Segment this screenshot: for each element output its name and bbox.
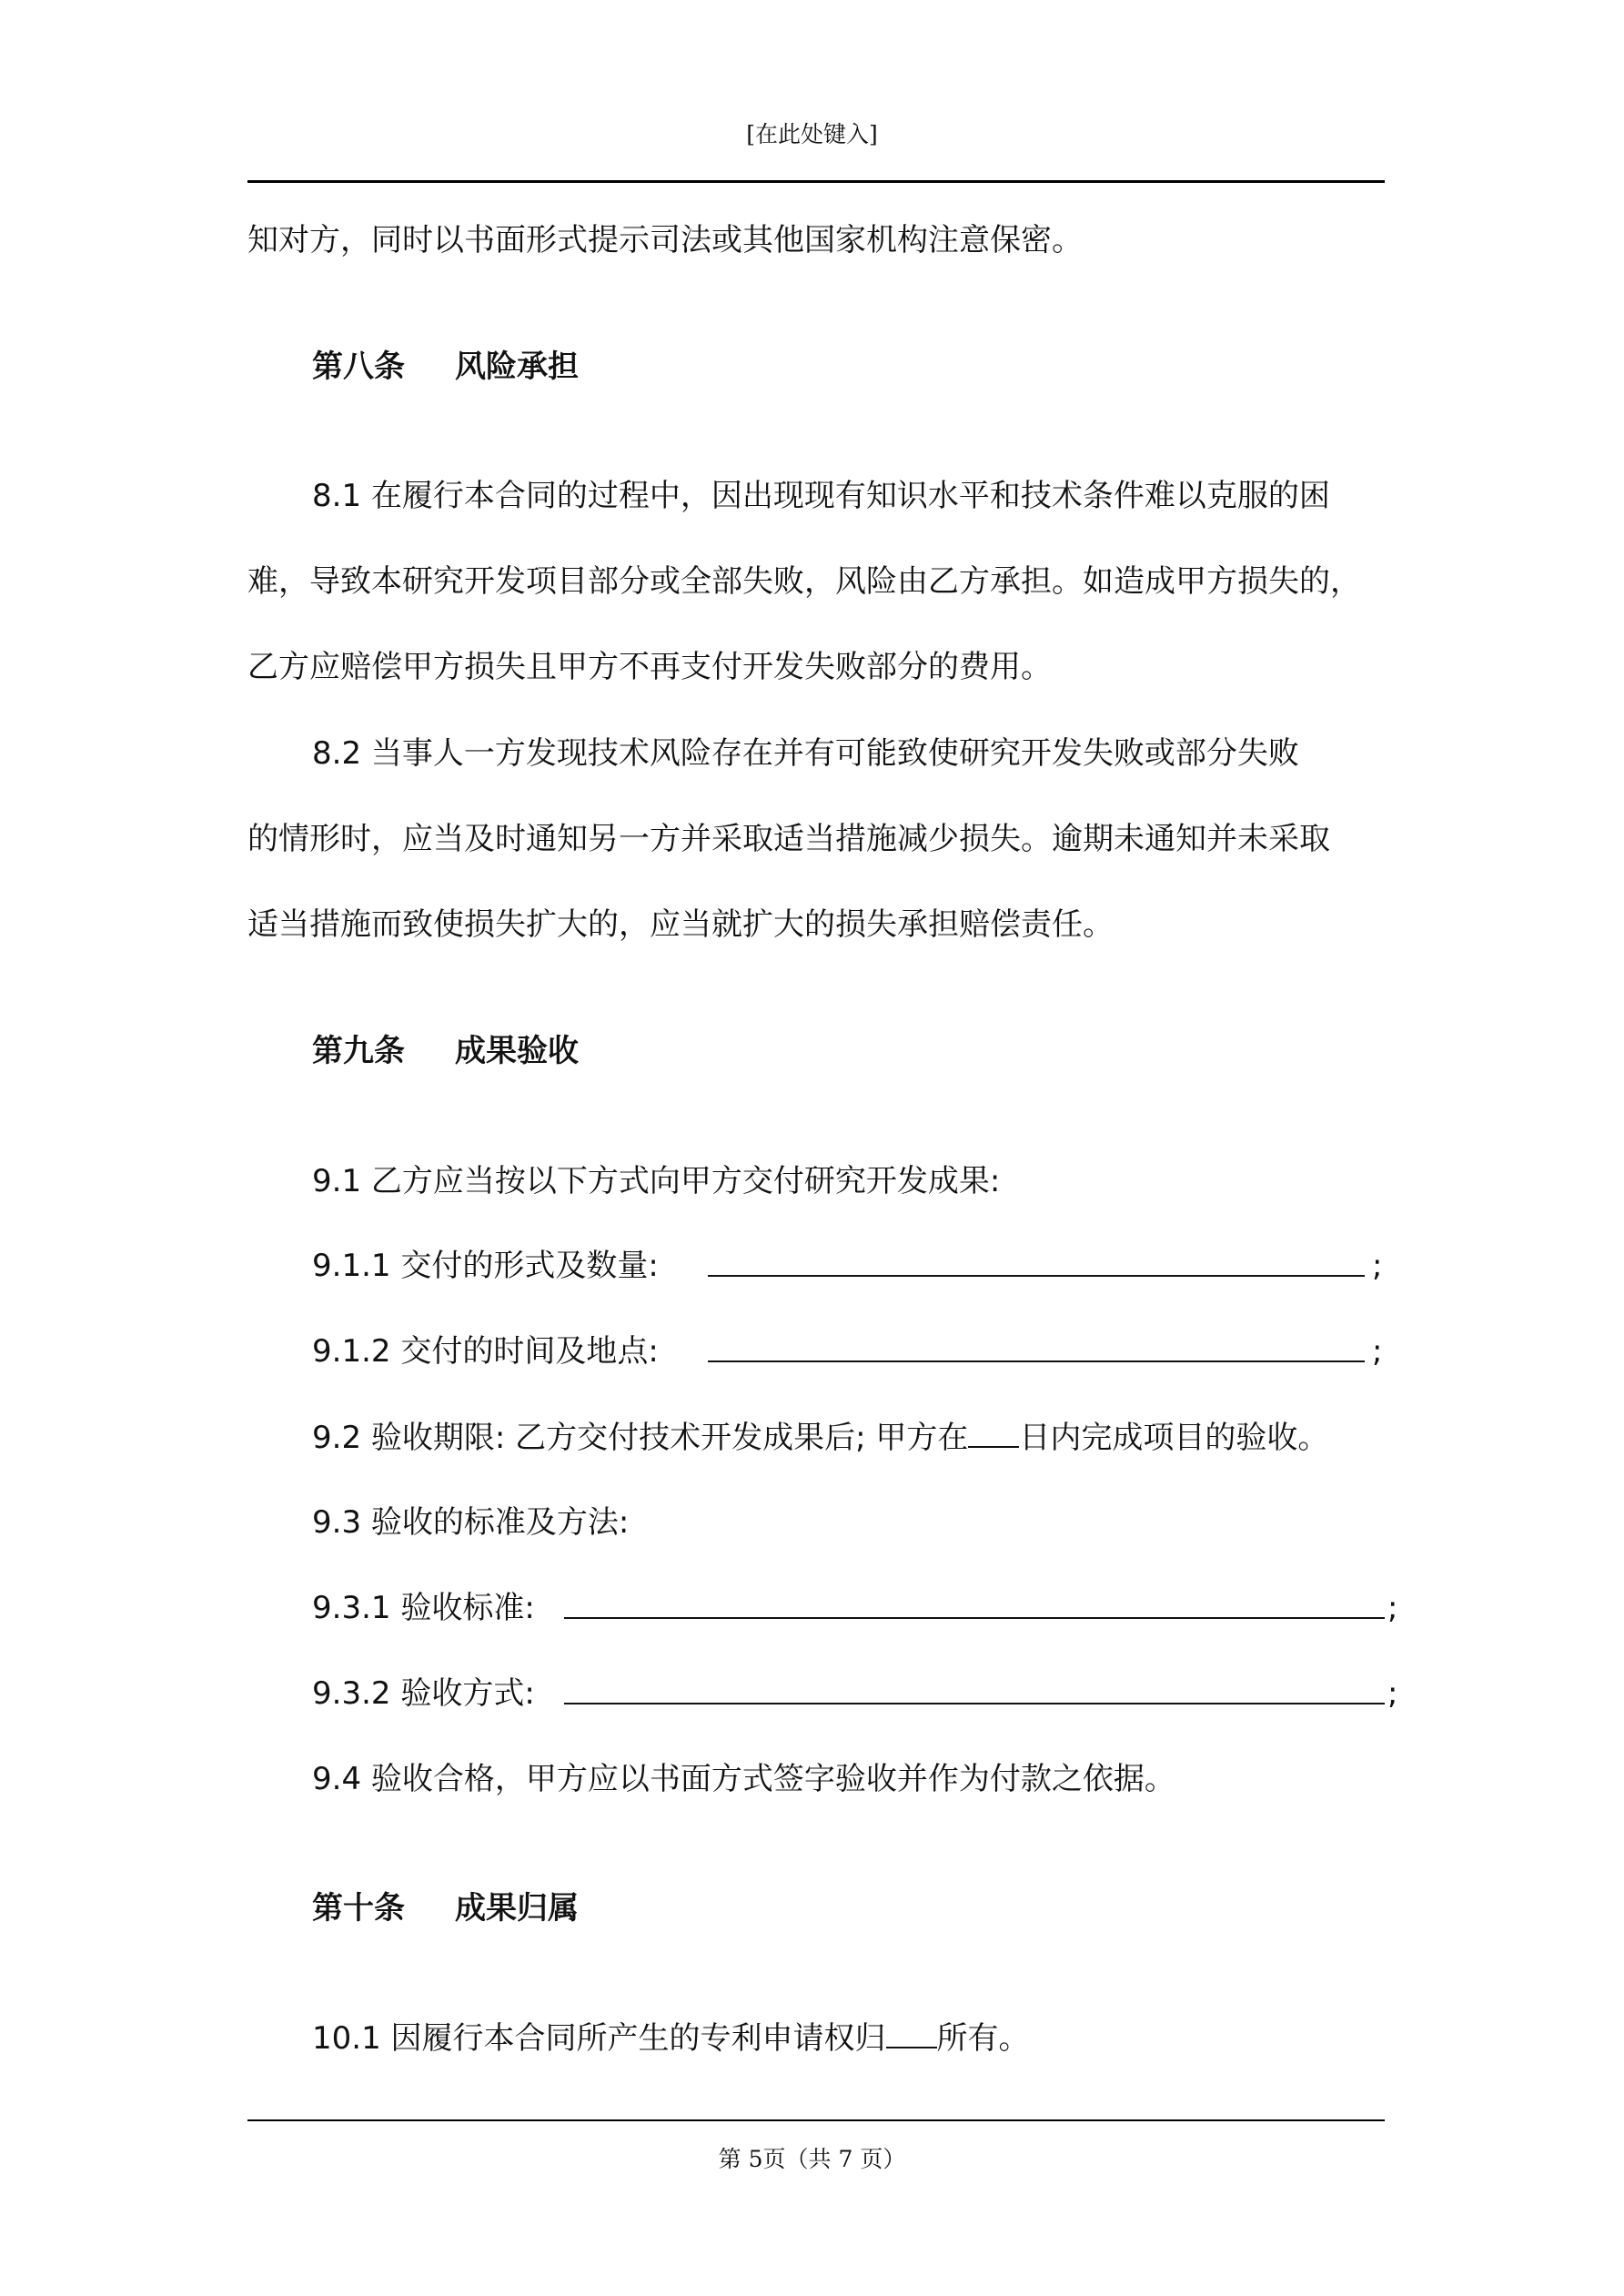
clause-9-3-2 — [312, 1675, 1398, 1712]
clause-label: 9.3.2 验收方式: — [312, 1675, 535, 1712]
clause-9-2 — [312, 1419, 1328, 1456]
article-8-heading — [312, 349, 579, 385]
page-number-footer: 第 5页（共 7 页） — [718, 2146, 906, 2172]
article-number: 第八条 — [312, 349, 405, 385]
clause-text: 日内完成项目的验收。 — [1019, 1420, 1329, 1456]
paragraph-continuation: 知对方，同时以书面形式提示司法或其他国家机构注意保密。 — [247, 222, 1083, 258]
clause-text: 所有。 — [936, 2020, 1030, 2057]
fill-blank[interactable] — [968, 1419, 1019, 1448]
semicolon: ; — [1387, 1675, 1398, 1712]
fill-blank[interactable] — [708, 1248, 1365, 1277]
clause-10-1 — [312, 2019, 1030, 2057]
clause-9-1: 9.1 乙方应当按以下方式向甲方交付研究开发成果: — [312, 1163, 1001, 1199]
clause-9-3-1 — [312, 1590, 1398, 1626]
footer-rule — [247, 2119, 1385, 2121]
fill-blank[interactable] — [886, 2019, 937, 2048]
semicolon: ; — [1387, 1590, 1398, 1626]
article-9-heading — [312, 1033, 579, 1069]
clause-8-1-line3: 乙方应赔偿甲方损失且甲方不再支付开发失败部分的费用。 — [247, 649, 1052, 685]
clause-label: 9.1.2 交付的时间及地点: — [312, 1333, 659, 1370]
article-title: 风险承担 — [455, 349, 579, 385]
clause-9-4: 9.4 验收合格，甲方应以书面方式签字验收并作为付款之依据。 — [312, 1761, 1175, 1797]
clause-8-2-line3: 适当措施而致使损失扩大的，应当就扩大的损失承担赔偿责任。 — [247, 906, 1114, 943]
clause-8-2-line2: 的情形时，应当及时通知另一方并采取适当措施减少损失。逾期未通知并未采取 — [247, 821, 1330, 857]
clause-8-1-line1: 8.1 在履行本合同的过程中，因出现现有知识水平和技术条件难以克服的困 — [312, 478, 1330, 514]
clause-label: 9.1.1 交付的形式及数量: — [312, 1248, 659, 1284]
clause-9-1-2 — [312, 1333, 1383, 1370]
article-title: 成果验收 — [455, 1033, 579, 1069]
article-number: 第九条 — [312, 1033, 405, 1069]
article-number: 第十条 — [312, 1890, 405, 1927]
semicolon: ; — [1372, 1248, 1383, 1284]
article-title: 成果归属 — [455, 1890, 579, 1927]
fill-blank[interactable] — [708, 1333, 1365, 1362]
clause-9-3: 9.3 验收的标准及方法: — [312, 1504, 630, 1541]
clause-label: 9.3.1 验收标准: — [312, 1590, 535, 1626]
fill-blank[interactable] — [564, 1590, 1385, 1619]
clause-text: 9.2 验收期限: 乙方交付技术开发成果后; 甲方在 — [312, 1420, 969, 1456]
fill-blank[interactable] — [564, 1675, 1385, 1704]
page-header: [在此处键入] — [746, 121, 878, 147]
clause-9-1-1 — [312, 1248, 1383, 1284]
article-10-heading — [312, 1890, 579, 1927]
semicolon: ; — [1372, 1333, 1383, 1370]
header-rule — [247, 180, 1385, 183]
clause-text: 10.1 因履行本合同所产生的专利申请权归 — [312, 2020, 886, 2057]
clause-8-1-line2: 难，导致本研究开发项目部分或全部失败，风险由乙方承担。如造成甲方损失的， — [247, 563, 1361, 600]
clause-8-2-line1: 8.2 当事人一方发现技术风险存在并有可能致使研究开发失败或部分失败 — [312, 735, 1299, 772]
